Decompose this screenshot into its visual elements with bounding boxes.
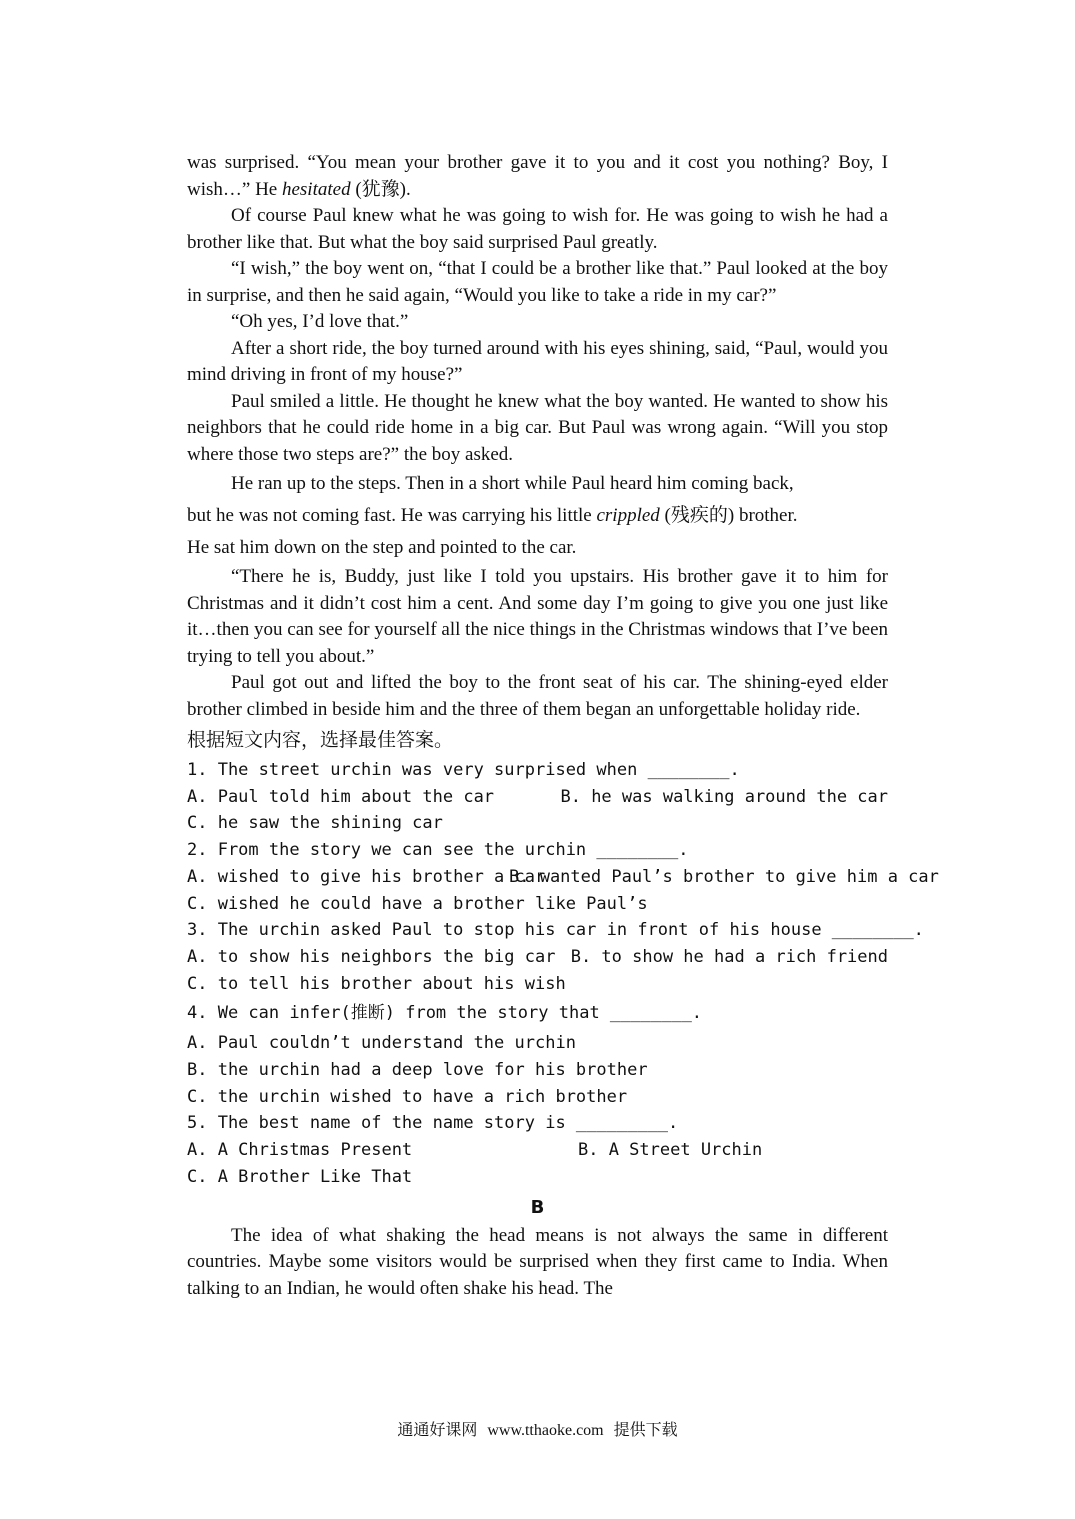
question-5 [187,1110,888,1190]
option-row [187,1137,888,1164]
section-b-title: B [530,1196,545,1218]
story-text: He sat him down on the step and pointed to the car. [187,537,577,558]
story-text: (残疾的) brother. [659,505,798,526]
story-paragraph-4: “Oh yes, I’d love that.” [231,311,409,332]
question-4 [187,997,888,1110]
question-stem: 3. The urchin asked Paul to stop his car in front of his house ________. [187,920,924,941]
option-b: B. A Street Urchin [578,1140,763,1161]
story-text: He ran up to the steps. Then in a short while Paul heard him coming back, [231,473,794,494]
section-b-paragraph: The idea of what shaking the head means is not always the same in different countries. Maybe some visitors would be surprised when they first came to India. When talking to an Indian, he would often shake his head. The [187,1224,888,1299]
story-paragraph-1 [187,150,888,203]
story-text: was surprised. “You mean your brother gave it to you and it cost you nothing? Boy, I wish…” He [187,152,888,200]
story-paragraph-3: “I wish,” the boy went on, “that I could be a brother like that.” Paul looked at the boy in surprise, and then he said again, “Would you like to take a ride in my car?” [187,258,888,306]
story-text: but he was not coming fast. He was carrying his little [187,505,597,526]
question-3 [187,917,924,997]
option-a: A. wished to give his brother a car [187,866,546,887]
option-c: C. wished he could have a brother like Paul’s [187,893,648,914]
page-footer [0,1420,1075,1442]
story-paragraph-8: “There he is, Buddy, just like I told you upstairs. His brother gave it to him for Christmas and it didn’t cost him a cent. And some day I’m going to give you one just like it…then you can see for yourself all the nice things in the Christmas windows that I’ve been trying to tell you about.” [187,566,888,667]
story-paragraph-7 [187,468,888,564]
footer-note: 提供下载 [613,1422,678,1439]
option-c: C. the urchin wished to have a rich brother [187,1086,628,1107]
option-row [187,784,888,811]
story-italic-word: crippled [596,505,660,526]
story-paragraph-6: Paul smiled a little. He thought he knew what the boy wanted. He wanted to show his neighbors that he could ride home in a big car. But Paul was wrong again. “Will you stop where those two steps are?” the boy asked. [187,390,888,465]
story-text: (犹豫). [350,178,411,200]
question-2 [187,837,939,917]
option-b: B. the urchin had a deep love for his brother [187,1060,648,1081]
footer-url: www.tthaoke.com [487,1422,604,1439]
option-row [187,944,888,971]
story-paragraph-2: Of course Paul knew what he was going to wish for. He was going to wish he had a brother like that. But what the boy said surprised Paul greatly. [187,205,888,253]
instructions-heading: 根据短文内容，选择最佳答案。 [187,729,454,751]
option-c: C. to tell his brother about his wish [187,973,566,994]
question-stem: 2. From the story we can see the urchin ________. [187,840,689,861]
question-stem: 4. We can infer(推断) from the story that ________. [187,1003,703,1024]
option-b: B. he was walking around the car [560,786,888,807]
option-b: B. wanted Paul’s brother to give him a car [509,866,939,887]
question-stem: 1. The street urchin was very surprised when ________. [187,760,740,780]
option-row [187,864,939,891]
story-paragraph-9: Paul got out and lifted the boy to the front seat of his car. The shining-eyed elder brother climbed in beside him and the three of them began an unforgettable holiday ride. [187,672,888,720]
story-text [187,500,888,532]
option-a: A. A Christmas Present [187,1140,413,1161]
option-c: C. he saw the shining car [187,813,443,834]
story-italic-word: hesitated [281,178,351,200]
document-page [187,150,939,1302]
footer-site-name: 通通好课网 [397,1422,478,1439]
option-a: A. to show his neighbors the big car [187,946,556,967]
story-paragraph-5: After a short ride, the boy turned around with his eyes shining, said, “Paul, would you mind driving in front of my house?” [187,337,888,385]
question-1 [187,757,888,837]
option-b: B. to show he had a rich friend [570,946,888,967]
option-a: A. Paul told him about the car [187,786,495,807]
option-a: A. Paul couldn’t understand the urchin [187,1033,576,1054]
option-c: C. A Brother Like That [187,1166,413,1187]
question-stem: 5. The best name of the name story is _________. [187,1113,679,1134]
